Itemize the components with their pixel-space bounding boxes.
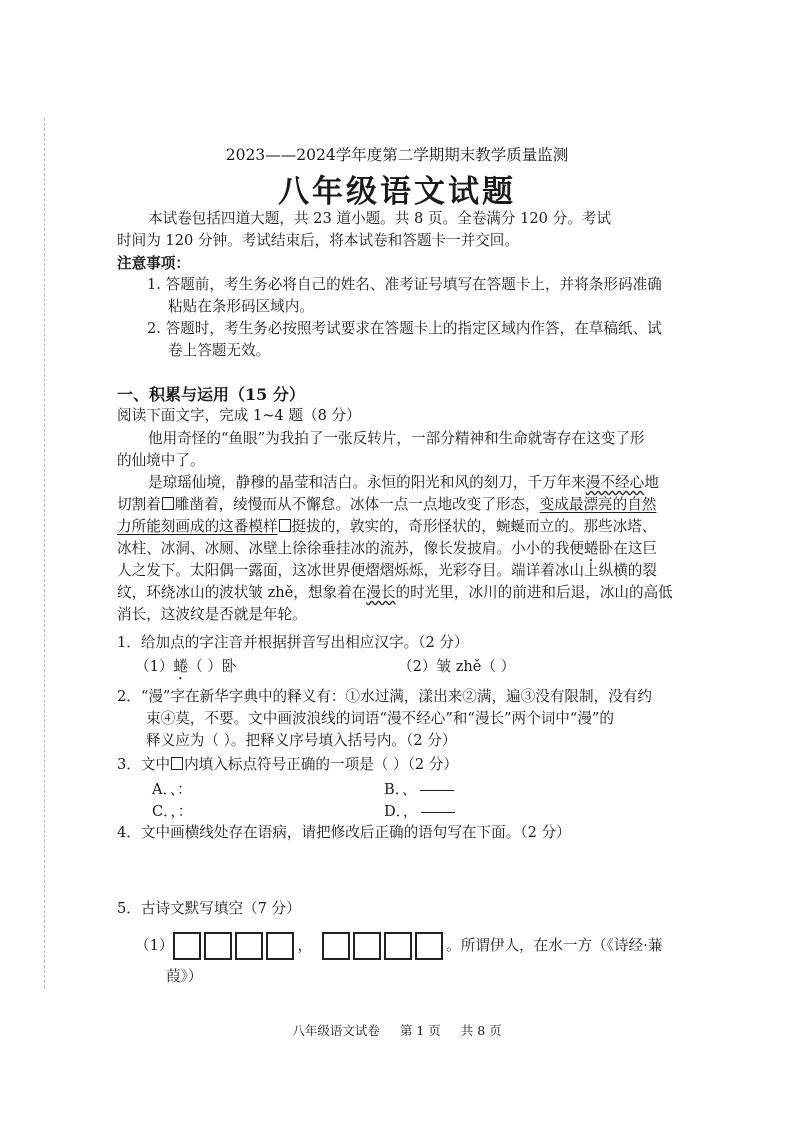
dash-mark [420, 790, 454, 791]
question-1-part-2[interactable]: （2）皱 zhě（ ） [398, 658, 516, 675]
punctuation: ， [297, 937, 313, 954]
option-b[interactable] [384, 778, 454, 799]
question-text: 3．文中 [117, 756, 171, 773]
passage-text: 挺拔的，敦实的，奇形怪状的，蜿蜒而立的。那些冰塔、 [291, 518, 657, 535]
question-1-part-1 [135, 656, 237, 683]
poem-line-text: 。所谓伊人，在水一方（《诗经·蒹 [446, 937, 663, 954]
answer-box[interactable] [415, 932, 443, 960]
answer-box[interactable] [204, 932, 232, 960]
section-title: 一、积累与运用（15 分） [117, 385, 305, 404]
answer-box[interactable] [235, 932, 263, 960]
question-3 [117, 754, 458, 776]
passage-line: 人之发下。太阳偶一露面，这冰世界便熠熠烁烁，光彩夺目。端详着冰山上纵横的裂 [117, 562, 657, 579]
reading-intro: 阅读下面文字，完成 1~4 题（8 分） [117, 407, 361, 424]
footer-total-pages: 共 8 页 [460, 1023, 502, 1038]
question-text[interactable]: 内填入标点符号正确的一项是（ ）（2 分） [184, 756, 459, 773]
punctuation-box [279, 519, 291, 532]
answer-box[interactable] [266, 932, 294, 960]
intro-line-2: 时间为 120 分钟。考试结束后，将本试卷和答题卡一并交回。 [117, 232, 519, 249]
option-label: D．， [384, 803, 418, 820]
passage-line [148, 472, 659, 494]
punctuation-box [162, 497, 174, 510]
passage-line [117, 582, 673, 604]
question-4: 4．文中画横线处存在语病，请把修改后正确的语句写在下面。（2 分） [117, 824, 571, 841]
dotted-character: 蜷 [173, 658, 189, 675]
option-a[interactable]: A．、： [152, 781, 192, 798]
option-c[interactable]: C．，： [152, 803, 193, 820]
question-1: 1．给加点的字注音并根据拼音写出相应汉字。（2 分） [117, 634, 469, 651]
page-footer [0, 1021, 794, 1039]
passage-text: 切割着 [117, 496, 161, 513]
dotted-character: 蜷 [584, 540, 599, 557]
option-d[interactable] [384, 800, 455, 821]
answer-box[interactable] [173, 932, 201, 960]
passage-text: 纹，环绕冰山的波状皱 zhě，想象着在 [117, 584, 367, 601]
question-2-cont: 束④莫，不要。文中画波浪线的词语“漫不经心”和“漫长”两个词中“漫”的 [146, 710, 614, 727]
question-5: 5．古诗文默写填空（7 分） [117, 900, 301, 917]
question-5-part-1-cont: 葭》） [166, 968, 203, 985]
exam-title: 八年级语文试题 [278, 174, 516, 210]
answer-box[interactable] [384, 932, 412, 960]
binding-line [44, 118, 45, 988]
part-label: （1） [135, 658, 174, 675]
passage-line: 消长，这波纹是否就是年轮。 [117, 606, 307, 623]
passage-text: 是琼瑶仙境，静穆的晶莹和洁白。永恒的阳光和风的刻刀，千万年来 [148, 474, 586, 491]
notice-item-1: 1. 答题前，考生务必将自己的姓名、准考证号填写在答题卡上，并将条形码准确 [147, 276, 662, 293]
question-5-part-1 [135, 932, 662, 960]
intro-line-1: 本试卷包括四道大题，共 23 道小题。共 8 页。全卷满分 120 分。考试 [148, 210, 611, 227]
footer-page-number: 第 1 页 [399, 1023, 441, 1038]
passage-text: 的时光里，冰川的前进和后退，冰山的高低 [395, 584, 673, 601]
answer-box[interactable] [353, 932, 381, 960]
question-2: 2．“漫”字在新华字典中的释义有：①水过满，漾出来②满，遍③没有限制，没有约 [117, 688, 652, 705]
option-label: B．、 [384, 781, 417, 798]
passage-text: 地 [644, 474, 659, 491]
answer-blank[interactable]: （ ）卧 [188, 658, 237, 675]
passage-line: 他用奇怪的“鱼眼”为我拍了一张反转片，一部分精神和生命就寄存在这变了形 [148, 430, 645, 447]
passage-line [117, 516, 656, 538]
notice-item-2: 2. 答题时，考生务必按照考试要求在答题卡上的指定区域内作答，在草稿纸、试 [147, 320, 662, 337]
wavy-underlined-phrase: 漫不经心 [585, 474, 645, 491]
notice-item-1-cont: 粘贴在条形码区域内。 [168, 298, 314, 315]
passage-line: 的仙境中了。 [117, 452, 205, 469]
punctuation-box [171, 757, 183, 770]
passage-text: 冰柱、冰洞、冰厕、冰壁上徐徐垂挂冰的流苏，像长发披肩。小小的我便 [117, 540, 585, 557]
underlined-sentence: 力所能刻画成的这番模样 [117, 518, 278, 535]
footer-subject: 八年级语文试卷 [292, 1023, 380, 1038]
passage-text: 雕凿着，绫慢而从不懈怠。冰体一点一点地改变了形态， [174, 496, 540, 513]
passage-text: 卧在这巨 [598, 540, 658, 557]
passage-line [117, 494, 656, 516]
underlined-sentence: 变成最漂亮的自然 [539, 496, 657, 513]
question-2-answer[interactable]: 释义应为（ ）。把释义序号填入括号内。（2 分） [146, 732, 457, 749]
answer-box[interactable] [322, 932, 350, 960]
wavy-underlined-phrase: 漫长 [366, 584, 396, 601]
notice-item-2-cont: 卷上答题无效。 [168, 342, 271, 359]
part-label: （1） [135, 937, 174, 954]
exam-header: 2023——2024学年度第二学期期末教学质量监测 [225, 146, 569, 164]
dash-mark [421, 812, 455, 813]
notice-heading: 注意事项： [117, 255, 190, 272]
